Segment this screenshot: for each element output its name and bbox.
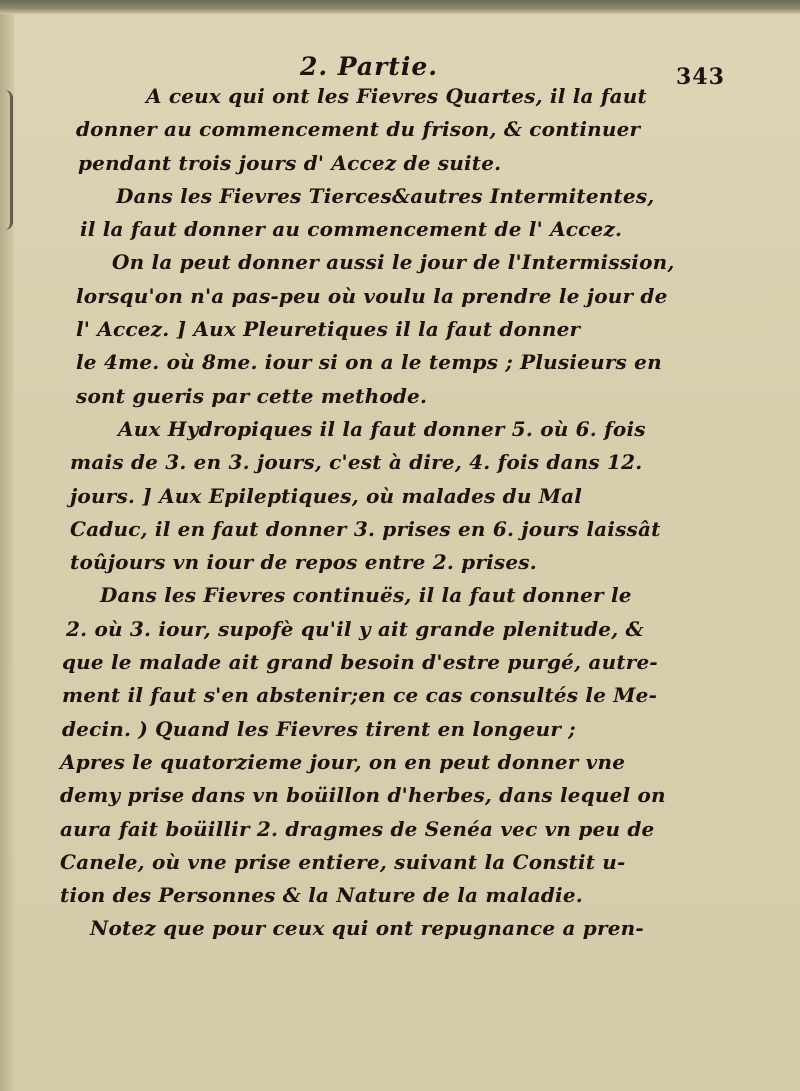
text-line: lorsqu'on n'a pas-peu où voulu la prendre le jour de: [76, 283, 668, 308]
page-top-edge: [0, 0, 800, 14]
binding-gutter-mark: [2, 90, 13, 230]
text-line: le 4me. où 8me. iour si on a le temps ; Plusieurs en: [76, 350, 662, 375]
text-line: Dans les Fievres Tierces&autres Intermitentes,: [116, 183, 655, 208]
text-line: pendant trois jours d' Accez de suite.: [78, 150, 502, 175]
text-line: l' Accez. ] Aux Pleuretiques il la faut donner: [76, 317, 581, 342]
text-line: Notez que pour ceux qui ont repugnance a pren-: [90, 916, 644, 941]
text-line: demy prise dans vn boüillon d'herbes, dans lequel on: [60, 783, 666, 808]
text-line: Aux Hydropiques il la faut donner 5. où 6. fois: [118, 416, 646, 441]
text-line: Dans les Fievres continuës, il la faut donner le: [100, 583, 632, 608]
page-number: 343: [676, 64, 725, 90]
text-line: ment il faut s'en abstenir;en ce cas consultés le Me-: [62, 683, 658, 708]
body-text: [54, 80, 770, 946]
text-line: aura fait boüillir 2. dragmes de Senéa vec vn peu de: [60, 816, 655, 841]
text-line: que le malade ait grand besoin d'estre purgé, autre-: [62, 650, 658, 675]
text-line: Caduc, il en faut donner 3. prises en 6. jours laissât: [70, 516, 661, 541]
text-line: toûjours vn iour de repos entre 2. prises.: [70, 550, 537, 575]
text-line: A ceux qui ont les Fievres Quartes, il la faut: [146, 84, 647, 108]
text-line: il la faut donner au commencement de l' Accez.: [80, 217, 623, 242]
text-line: 2. où 3. iour, supofè qu'il y ait grande plenitude, &: [66, 616, 644, 641]
text-line: sont gueris par cette methode.: [76, 383, 428, 408]
text-line: mais de 3. en 3. jours, c'est à dire, 4. fois dans 12.: [70, 450, 643, 475]
text-line: jours. ] Aux Epileptiques, où malades du Mal: [70, 483, 583, 508]
running-head: 2. Partie.: [300, 52, 438, 81]
text-line: tion des Personnes & la Nature de la maladie.: [60, 883, 583, 908]
text-line: Canele, où vne prise entiere, suivant la Constit u-: [60, 849, 626, 874]
text-line: donner au commencement du frison, & continuer: [76, 117, 641, 142]
text-line: On la peut donner aussi le jour de l'Intermission,: [112, 250, 675, 275]
text-line: decin. ) Quand les Fievres tirent en longeur ;: [62, 716, 576, 741]
text-line: Apres le quatorzieme jour, on en peut donner vne: [60, 749, 626, 774]
